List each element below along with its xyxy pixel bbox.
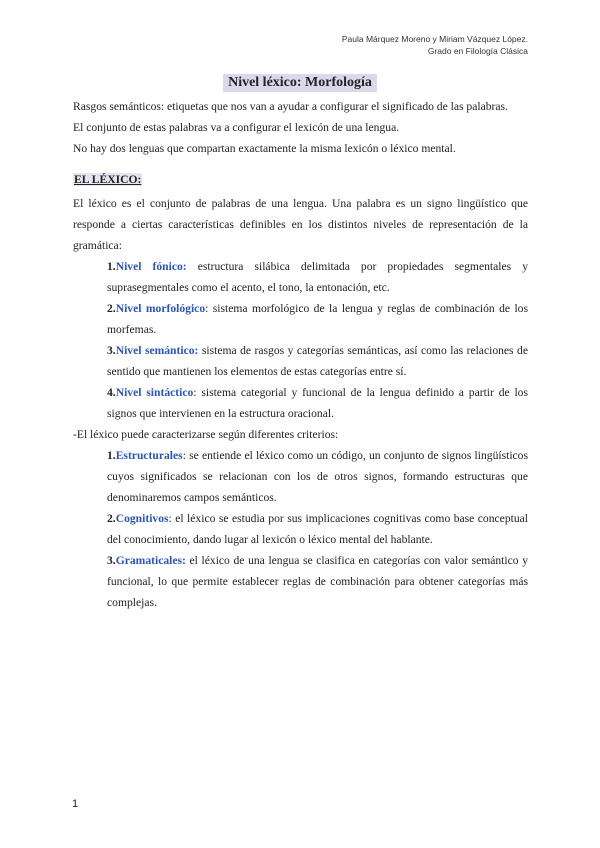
criteria-text: : se entiende el léxico como un código, un conjunto de signos lingüísticos cuyos significados se relacionan con los de otros signos, formando estructuras que denominaremos campos semánticos.	[107, 449, 528, 504]
level-text: sistema de rasgos y categorías semánticas, así como las relaciones de sentido que mantienen los elementos de estas categorías entre sí.	[107, 344, 528, 378]
level-text: : sistema categorial y funcional de la lengua definido a partir de los signos que intervienen en la estructura oracional.	[107, 386, 528, 420]
criteria-term: Cognitivos	[115, 512, 169, 525]
header-authors: Paula Márquez Moreno y Miriam Vázquez López.	[341, 34, 528, 44]
level-number: 4.	[107, 386, 116, 399]
level-item	[107, 298, 528, 340]
section-heading	[73, 169, 528, 190]
level-term: Nivel fónico:	[115, 260, 187, 273]
criteria-number: 3.	[107, 554, 116, 567]
criteria-intro: -El léxico puede caracterizarse según diferentes criterios:	[73, 428, 339, 441]
page-number: 1	[72, 798, 79, 810]
criteria-item	[107, 508, 528, 550]
level-term: Nivel sintáctico	[115, 386, 194, 399]
level-number: 2.	[107, 302, 116, 315]
criteria-number: 2.	[107, 512, 116, 525]
section-heading-text: EL LÉXICO:	[74, 173, 142, 186]
level-term: Nivel morfológico	[115, 302, 206, 315]
document-body	[73, 96, 528, 613]
level-text: : sistema morfológico de la lengua y reglas de combinación de los morfemas.	[107, 302, 528, 336]
criteria-term: Estructurales	[115, 449, 183, 462]
title-wrapper	[0, 73, 600, 92]
criteria-text: : el léxico se estudia por sus implicaciones cognitivas como base conceptual del conocimiento, dando lugar al lexicón o léxico mental del hablante.	[107, 512, 528, 546]
level-text: estructura silábica delimitada por propiedades segmentales y suprasegmentales como el acento, el tono, la entonación, etc.	[107, 260, 528, 294]
level-item	[107, 382, 528, 424]
level-term: Nivel semántico:	[115, 344, 199, 357]
criteria-item	[107, 445, 528, 508]
page-title: Nivel léxico: Morfología	[223, 74, 377, 92]
intro-line-2: El conjunto de estas palabras va a configurar el lexicón de una lengua.	[73, 121, 400, 134]
level-number: 1.	[107, 260, 116, 273]
level-number: 3.	[107, 344, 116, 357]
criteria-text: el léxico de una lengua se clasifica en categorías con valor semántico y funcional, lo que permite establecer reglas de combinación para obtener categorías más complejas.	[107, 554, 528, 609]
level-item	[107, 340, 528, 382]
header-degree: Grado en Filología Clásica	[427, 46, 528, 56]
criteria-term: Gramaticales:	[115, 554, 186, 567]
page-header	[342, 33, 528, 57]
intro-line-1: Rasgos semánticos: etiquetas que nos van a ayudar a configurar el significado de las palabras.	[73, 100, 508, 113]
criteria-number: 1.	[107, 449, 116, 462]
criteria-item	[107, 550, 528, 613]
level-item	[107, 256, 528, 298]
section-paragraph: El léxico es el conjunto de palabras de una lengua. Una palabra es un signo lingüístico que responde a ciertas características definibles en los distintos niveles de representación de la gramática:	[73, 197, 528, 252]
intro-line-3: No hay dos lenguas que compartan exactamente la misma lexicón o léxico mental.	[73, 142, 456, 155]
